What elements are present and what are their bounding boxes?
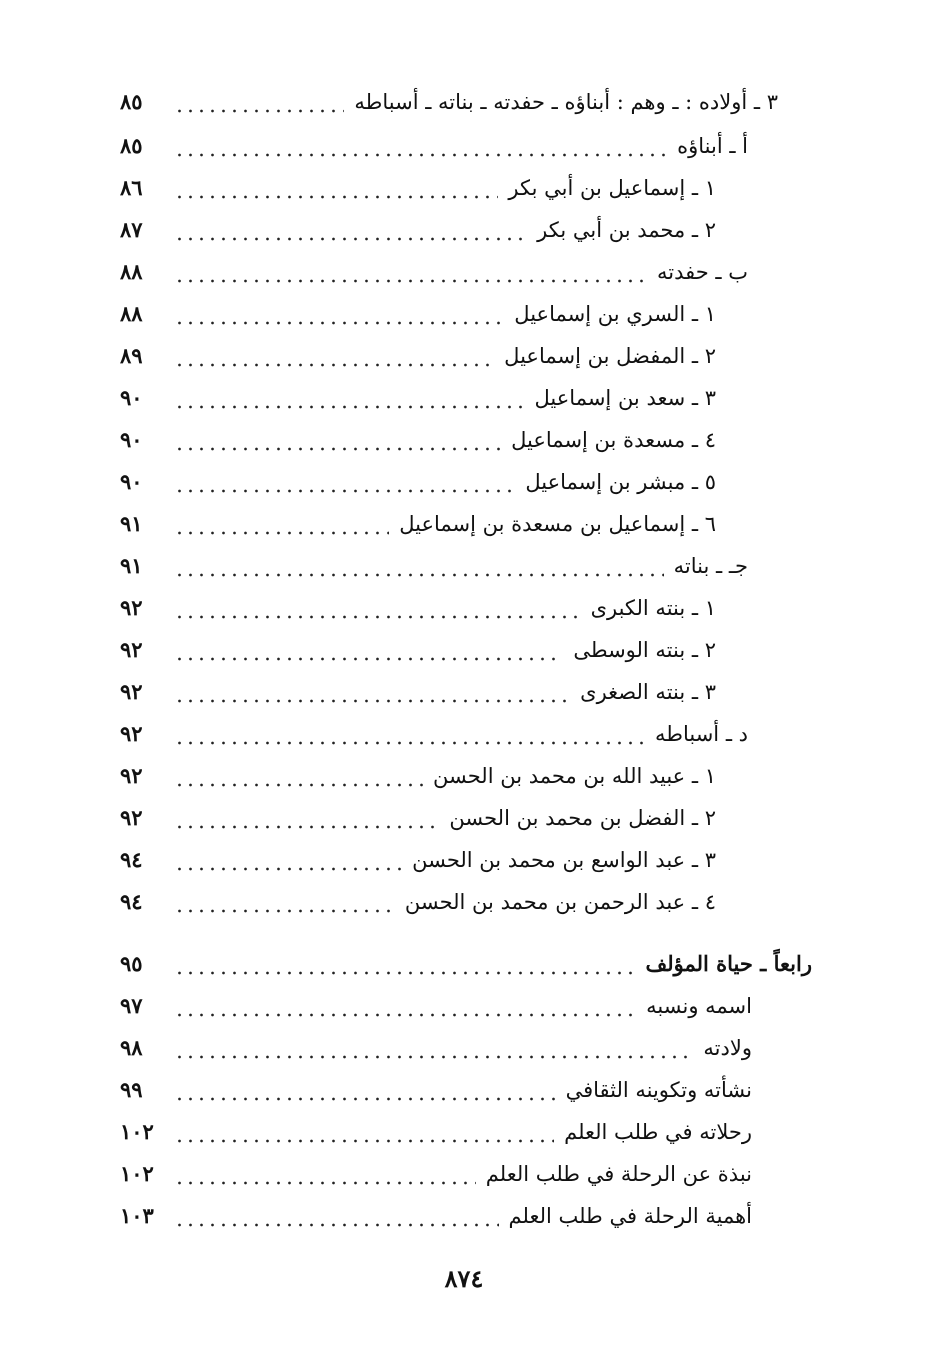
dot-leader	[174, 632, 563, 668]
toc-entry-title: ٤ ـ مسعدة بن إسماعيل	[511, 428, 716, 452]
toc-entry-page: ٩٠	[120, 469, 143, 494]
toc-entry-title: د ـ أسباطه	[655, 722, 748, 746]
toc-entry	[120, 212, 716, 248]
toc-entry-page: ٩٢	[120, 721, 143, 746]
toc-entry-title: ١ ـ إسماعيل بن أبي بكر	[508, 176, 716, 200]
dot-leader	[174, 506, 389, 542]
toc-entry	[120, 84, 778, 120]
toc-entry-title: ٣ ـ بنته الصغرى	[580, 680, 716, 704]
toc-entry-page: ٩٨	[120, 1035, 143, 1060]
toc-entry	[120, 590, 716, 626]
toc-entry	[120, 338, 716, 374]
toc-entry	[120, 380, 716, 416]
dot-leader	[174, 84, 344, 120]
dot-leader	[174, 988, 636, 1024]
toc-entry	[120, 170, 716, 206]
dot-leader	[174, 338, 494, 374]
dot-leader	[174, 800, 439, 836]
dot-leader	[174, 422, 501, 458]
toc-entry-title: أهمية الرحلة في طلب العلم	[508, 1204, 752, 1228]
toc-entry-page: ٩٢	[120, 805, 143, 830]
dot-leader	[174, 590, 581, 626]
toc-entry	[120, 548, 748, 584]
dot-leader	[174, 548, 664, 584]
toc-entry	[120, 422, 716, 458]
toc-entry-title: ٣ ـ عبد الواسع بن محمد بن الحسن	[412, 848, 716, 872]
toc-entry	[120, 1114, 752, 1150]
toc-entry	[120, 254, 748, 290]
toc-entry-title: ٢ ـ المفضل بن إسماعيل	[504, 344, 716, 368]
toc-entry-page: ٩٢	[120, 637, 143, 662]
toc-entry-title: رحلاته في طلب العلم	[564, 1120, 752, 1144]
toc-entry	[120, 884, 716, 920]
toc-entry	[120, 758, 716, 794]
toc-entry-page: ١٠٣	[120, 1203, 154, 1228]
toc-entry-title: ٣ ـ أولاده : ـ وهم : أبناؤه ـ حفدته ـ بناته ـ أسباطه	[354, 90, 778, 114]
toc-entry-title: اسمه ونسبه	[646, 994, 752, 1018]
toc-entry	[120, 296, 716, 332]
toc-entry-title: ٢ ـ الفضل بن محمد بن الحسن	[449, 806, 716, 830]
toc-entry-page: ٨٨	[120, 301, 143, 326]
dot-leader	[174, 254, 647, 290]
toc-entry	[120, 716, 748, 752]
page-number: ٨٧٤	[444, 1264, 484, 1293]
toc-entry-page: ٩١	[120, 553, 143, 578]
dot-leader	[174, 1198, 499, 1234]
toc-entry	[120, 800, 716, 836]
toc-entry-page: ٨٧	[120, 217, 143, 242]
toc-entry	[120, 632, 716, 668]
dot-leader	[174, 1114, 554, 1150]
toc-entry	[120, 842, 716, 878]
toc-entry-title: ب ـ حفدته	[656, 260, 748, 284]
toc-entry	[120, 674, 716, 710]
dot-leader	[174, 1072, 556, 1108]
toc-entry-page: ٨٩	[120, 343, 143, 368]
toc-entry-title: نشأته وتكوينه الثقافي	[565, 1078, 752, 1102]
toc-entry-page: ٩٠	[120, 427, 143, 452]
dot-leader	[174, 758, 423, 794]
toc-entry-page: ١٠٢	[120, 1161, 154, 1186]
toc-entry-title: ٢ ـ محمد بن أبي بكر	[537, 218, 716, 242]
dot-leader	[174, 128, 667, 164]
toc-entry-page: ٨٨	[120, 259, 143, 284]
toc-entry-page: ٩٩	[120, 1077, 143, 1102]
toc-entry-title: رابعاً ـ حياة المؤلف	[645, 951, 812, 976]
toc-entry-title: ولادته	[703, 1036, 752, 1060]
toc-entry-title: نبذة عن الرحلة في طلب العلم	[485, 1162, 752, 1186]
toc-entry-page: ٩٢	[120, 763, 143, 788]
toc-entry-page: ٩٥	[120, 951, 143, 976]
toc-entry	[120, 464, 716, 500]
toc-entry-page: ٩١	[120, 511, 143, 536]
dot-leader	[174, 716, 645, 752]
toc-entry-page: ١٠٢	[120, 1119, 154, 1144]
toc-entry-title: ١ ـ السري بن إسماعيل	[514, 302, 716, 326]
toc-entry-page: ٩٤	[120, 889, 143, 914]
toc-entry-page: ٨٥	[120, 133, 143, 158]
toc-entry-page: ٩٠	[120, 385, 143, 410]
dot-leader	[174, 170, 498, 206]
dot-leader	[174, 464, 515, 500]
toc-entry	[120, 1198, 752, 1234]
toc-entry-title: ٥ ـ مبشر بن إسماعيل	[525, 470, 716, 494]
toc-entry-title: ١ ـ عبيد الله بن محمد بن الحسن	[433, 764, 716, 788]
toc-entry	[120, 1072, 752, 1108]
dot-leader	[174, 1030, 693, 1066]
toc-entry-page: ٩٤	[120, 847, 143, 872]
dot-leader	[174, 296, 504, 332]
toc-entry	[120, 1156, 752, 1192]
toc-entry-page: ٩٢	[120, 595, 143, 620]
toc-entry-title: ٦ ـ إسماعيل بن مسعدة بن إسماعيل	[399, 512, 716, 536]
dot-leader	[174, 946, 635, 982]
toc-entry-title: ٣ ـ سعد بن إسماعيل	[534, 386, 716, 410]
toc-entry-title: أ ـ أبناؤه	[677, 134, 748, 158]
toc-entry-page: ٩٧	[120, 993, 143, 1018]
dot-leader	[174, 212, 527, 248]
toc-entry-page: ٨٦	[120, 175, 143, 200]
dot-leader	[174, 674, 570, 710]
dot-leader	[174, 1156, 476, 1192]
toc-entry-title: ٢ ـ بنته الوسطى	[573, 638, 716, 662]
toc-section-heading	[120, 946, 812, 982]
toc-entry-page: ٨٥	[120, 89, 143, 114]
toc-entry-title: جـ ـ بناته	[673, 554, 748, 578]
toc-entry-title: ٤ ـ عبد الرحمن بن محمد بن الحسن	[404, 890, 716, 914]
toc-entry	[120, 1030, 752, 1066]
toc-entry-page: ٩٢	[120, 679, 143, 704]
toc-entry	[120, 128, 748, 164]
dot-leader	[174, 842, 402, 878]
dot-leader	[174, 380, 525, 416]
toc-entry-title: ١ ـ بنته الكبرى	[590, 596, 716, 620]
toc-entry	[120, 988, 752, 1024]
toc-entry	[120, 506, 716, 542]
dot-leader	[174, 884, 395, 920]
